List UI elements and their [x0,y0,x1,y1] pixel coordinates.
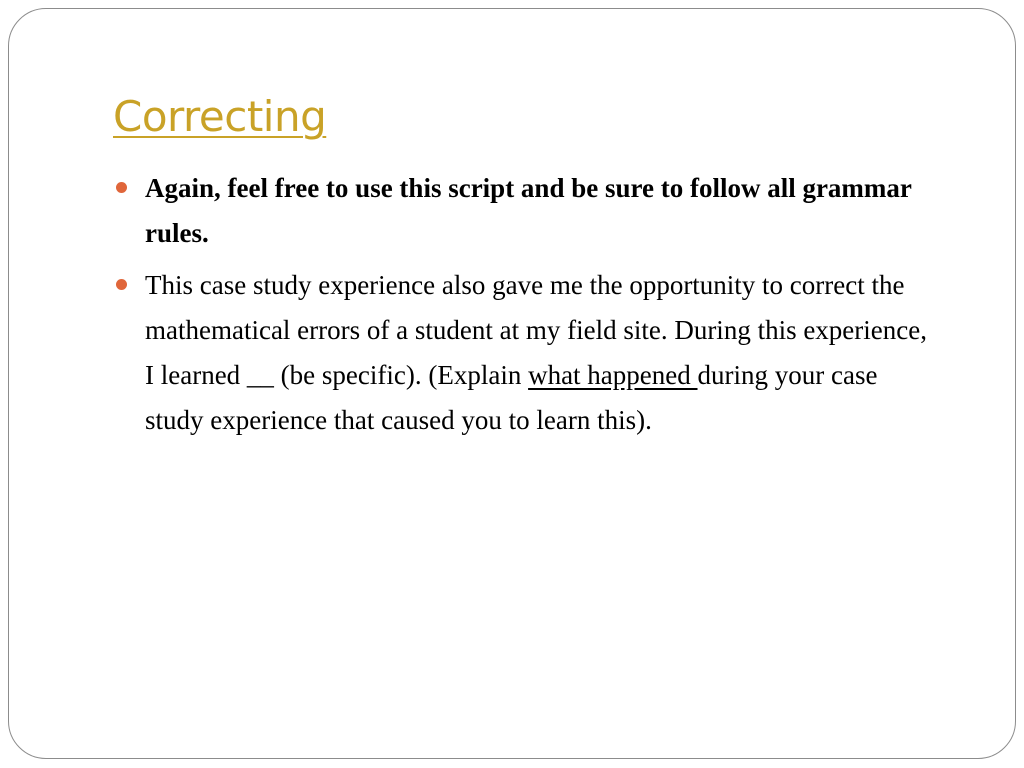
bullet-item-1 [112,166,932,256]
bullet-text-1: Again, feel free to use this script and be sure to follow all grammar rules. [145,173,912,248]
bullet-text-2-underlined: what happened [528,360,698,390]
bullet-dot-icon [116,279,127,290]
bullet-list [112,166,932,450]
bullet-item-2 [112,263,932,443]
bullet-text-2-start: This case study experience also gave me the opportunity to correct the mathematical errors of a student at my field site. During this experience, I learned __ (be specific). (Explain [145,270,927,390]
bullet-dot-icon [116,182,127,193]
slide-title-link[interactable]: Correcting [113,92,327,141]
bullet-text-2-end: during your case study experience that caused you to learn this). [145,360,878,435]
